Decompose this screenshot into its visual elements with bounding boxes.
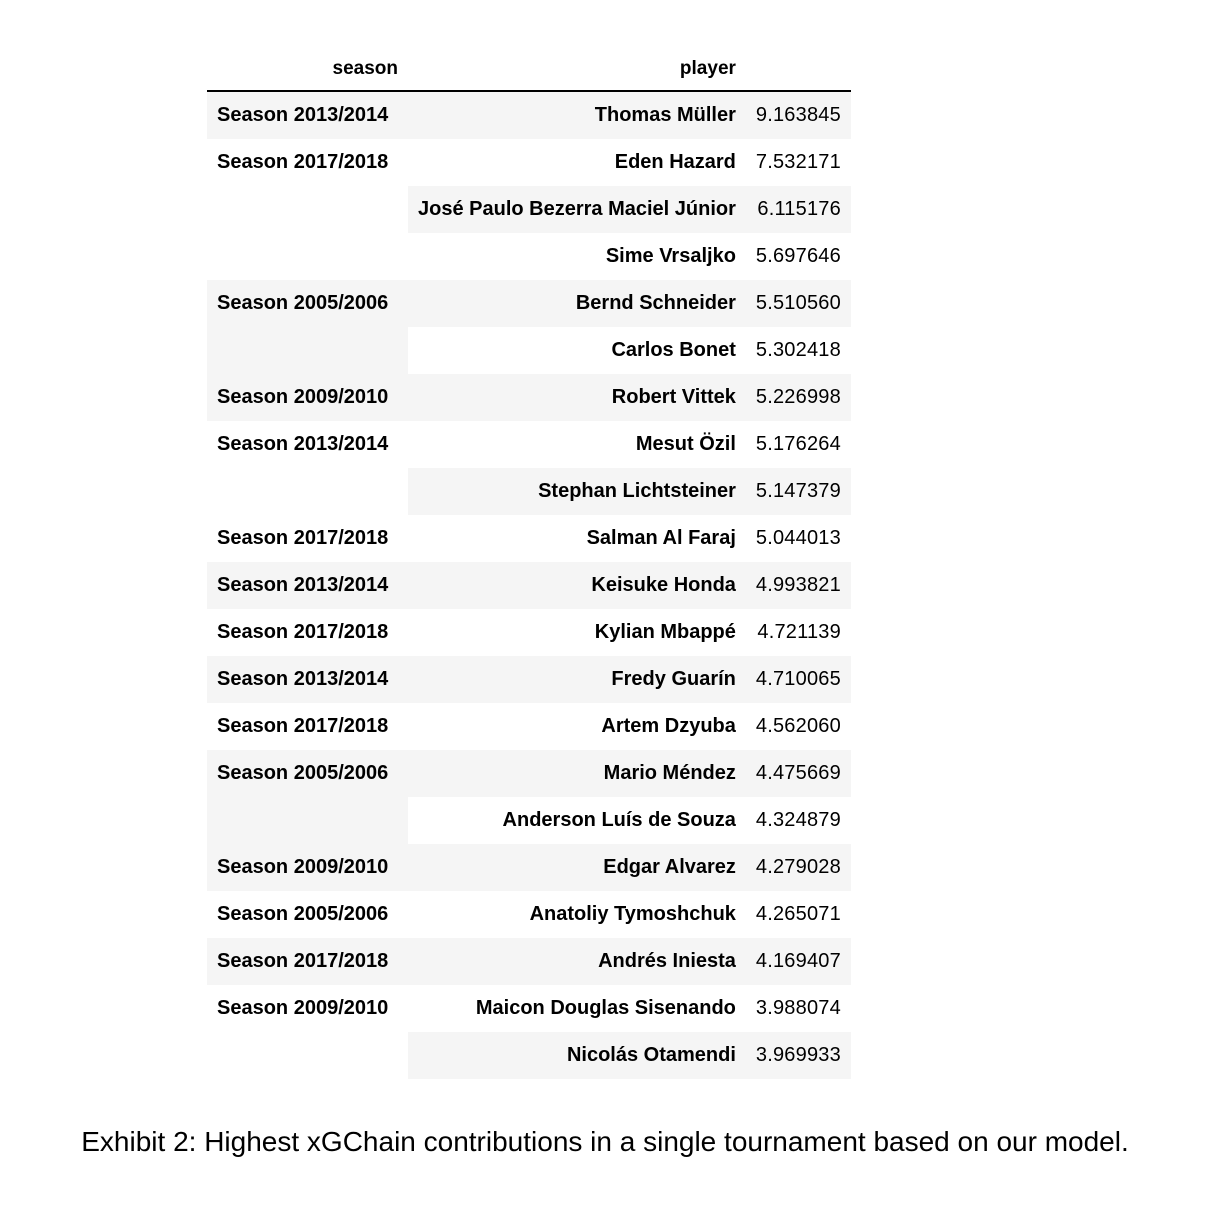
season-cell: Season 2017/2018 bbox=[217, 715, 389, 737]
player-cell: Artem Dzyuba bbox=[601, 715, 736, 737]
player-cell: Edgar Alvarez bbox=[408, 844, 746, 891]
table-body bbox=[207, 91, 851, 1079]
xgchain-value-cell: 5.044013 bbox=[755, 527, 841, 549]
xgchain-value-cell: 7.532171 bbox=[755, 151, 841, 173]
player-cell: Mesut Özil bbox=[635, 433, 736, 455]
table-row bbox=[207, 91, 851, 139]
xgchain-value-cell: 5.302418 bbox=[755, 339, 841, 361]
season-cell: Season 2005/2006 bbox=[207, 750, 408, 844]
table-row bbox=[207, 844, 851, 891]
season-cell: Season 2013/2014 bbox=[207, 656, 408, 703]
player-cell: Bernd Schneider bbox=[408, 280, 746, 327]
xgchain-value-cell: 4.324879 bbox=[755, 809, 841, 831]
xgchain-value-cell: 5.147379 bbox=[746, 468, 851, 515]
table-row bbox=[207, 938, 851, 985]
xgchain-value-cell: 3.988074 bbox=[755, 997, 841, 1019]
table-row bbox=[207, 515, 851, 562]
season-cell: Season 2017/2018 bbox=[217, 621, 389, 643]
table-row bbox=[207, 703, 851, 750]
table-row bbox=[207, 280, 851, 327]
season-cell: Season 2009/2010 bbox=[207, 374, 408, 421]
player-cell: Anderson Luís de Souza bbox=[502, 809, 736, 831]
xgchain-table bbox=[207, 48, 851, 1079]
header-value bbox=[746, 48, 851, 91]
xgchain-value-cell: 4.721139 bbox=[757, 621, 841, 643]
xgchain-value-cell: 5.176264 bbox=[755, 433, 841, 455]
player-cell: Andrés Iniesta bbox=[408, 938, 746, 985]
season-cell: Season 2013/2014 bbox=[217, 433, 389, 455]
player-cell: Stephan Lichtsteiner bbox=[408, 468, 746, 515]
header-row bbox=[207, 48, 851, 91]
player-cell: José Paulo Bezerra Maciel Júnior bbox=[408, 186, 746, 233]
xgchain-value-cell: 3.969933 bbox=[746, 1032, 851, 1079]
season-cell: Season 2005/2006 bbox=[217, 903, 389, 925]
xgchain-value-cell: 5.226998 bbox=[746, 374, 851, 421]
header-player: player bbox=[408, 48, 746, 91]
player-cell: Mario Méndez bbox=[408, 750, 746, 797]
table-row bbox=[207, 139, 851, 186]
player-cell: Keisuke Honda bbox=[408, 562, 746, 609]
season-cell: Season 2005/2006 bbox=[207, 280, 408, 374]
season-cell: Season 2009/2010 bbox=[217, 997, 389, 1019]
figure-caption: Exhibit 2: Highest xGChain contributions in a single tournament based on our model. bbox=[81, 1126, 1129, 1157]
xgchain-value-cell: 4.562060 bbox=[755, 715, 841, 737]
dataframe-container bbox=[207, 48, 851, 1079]
table-row bbox=[207, 374, 851, 421]
player-cell: Carlos Bonet bbox=[611, 339, 736, 361]
player-cell: Robert Vittek bbox=[408, 374, 746, 421]
xgchain-value-cell: 4.279028 bbox=[746, 844, 851, 891]
player-cell: Anatoliy Tymoshchuk bbox=[529, 903, 736, 925]
table-row bbox=[207, 891, 851, 938]
player-cell: Maicon Douglas Sisenando bbox=[475, 997, 736, 1019]
header-season: season bbox=[207, 48, 408, 91]
season-cell: Season 2013/2014 bbox=[207, 91, 408, 139]
player-cell: Thomas Müller bbox=[408, 91, 746, 139]
player-cell: Eden Hazard bbox=[614, 151, 736, 173]
player-cell: Salman Al Faraj bbox=[586, 527, 736, 549]
season-cell: Season 2017/2018 bbox=[207, 938, 408, 985]
table-row bbox=[207, 562, 851, 609]
xgchain-value-cell: 4.475669 bbox=[746, 750, 851, 797]
xgchain-value-cell: 4.265071 bbox=[755, 903, 841, 925]
xgchain-value-cell: 5.697646 bbox=[755, 245, 841, 267]
season-cell: Season 2017/2018 bbox=[217, 527, 389, 549]
season-cell: Season 2017/2018 bbox=[217, 151, 389, 173]
xgchain-value-cell: 9.163845 bbox=[746, 91, 851, 139]
table-row bbox=[207, 985, 851, 1032]
table-row bbox=[207, 609, 851, 656]
player-cell: Fredy Guarín bbox=[408, 656, 746, 703]
xgchain-value-cell: 4.710065 bbox=[746, 656, 851, 703]
player-cell: Kylian Mbappé bbox=[594, 621, 736, 643]
player-cell: Sime Vrsaljko bbox=[605, 245, 736, 267]
xgchain-value-cell: 4.169407 bbox=[746, 938, 851, 985]
table-row bbox=[207, 656, 851, 703]
xgchain-value-cell: 4.993821 bbox=[746, 562, 851, 609]
table-row bbox=[207, 750, 851, 797]
player-cell: Nicolás Otamendi bbox=[408, 1032, 746, 1079]
xgchain-value-cell: 6.115176 bbox=[746, 186, 851, 233]
season-cell: Season 2013/2014 bbox=[207, 562, 408, 609]
season-cell: Season 2009/2010 bbox=[207, 844, 408, 891]
table-row bbox=[207, 421, 851, 468]
xgchain-value-cell: 5.510560 bbox=[746, 280, 851, 327]
